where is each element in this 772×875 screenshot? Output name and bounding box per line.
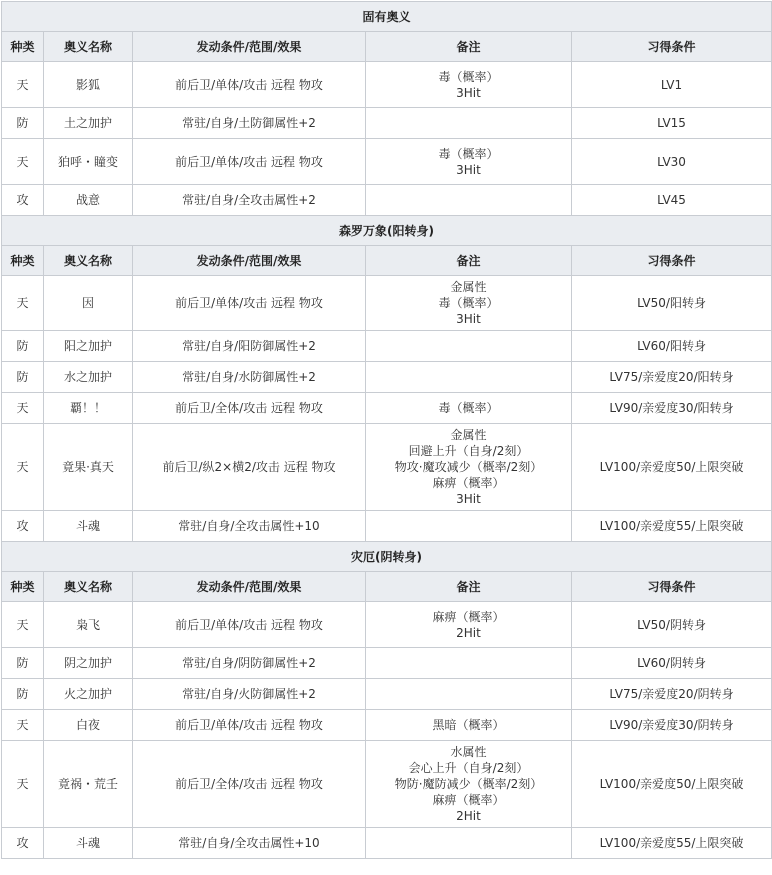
column-header: 发动条件/范围/效果 <box>133 246 366 276</box>
note-line: 毒（概率） <box>438 146 499 161</box>
column-header: 奥义名称 <box>44 246 133 276</box>
table-row <box>2 424 772 511</box>
cell-skill-name: 火之加护 <box>44 679 133 710</box>
table-row <box>2 331 772 362</box>
note-line: 水属性 <box>450 745 487 759</box>
note-line: 麻痹（概率） <box>432 476 505 490</box>
cell-effect: 常驻/自身/全攻击属性+10 <box>133 828 366 859</box>
cell-type: 天 <box>2 276 44 331</box>
cell-learn-condition: LV60/阳转身 <box>572 331 772 362</box>
note-line: 物攻·魔攻减少（概率/2刻） <box>394 460 543 474</box>
cell-notes <box>366 741 572 828</box>
cell-learn-condition: LV100/亲爱度55/上限突破 <box>572 511 772 542</box>
note-line: 3Hit <box>456 85 481 100</box>
table-row <box>2 828 772 859</box>
cell-learn-condition: LV50/阴转身 <box>572 602 772 648</box>
table-row <box>2 62 772 108</box>
cell-learn-condition: LV90/亲爱度30/阳转身 <box>572 393 772 424</box>
note-line: 3Hit <box>456 162 481 177</box>
cell-notes <box>366 362 572 393</box>
cell-learn-condition: LV45 <box>572 185 772 216</box>
cell-notes <box>366 828 572 859</box>
cell-effect: 常驻/自身/水防御属性+2 <box>133 362 366 393</box>
table-row <box>2 139 772 185</box>
note-line: 3Hit <box>456 312 481 326</box>
cell-type: 天 <box>2 710 44 741</box>
cell-effect: 前后卫/单体/攻击 远程 物攻 <box>133 62 366 108</box>
cell-effect: 常驻/自身/全攻击属性+10 <box>133 511 366 542</box>
cell-learn-condition: LV60/阴转身 <box>572 648 772 679</box>
note-line: 2Hit <box>456 809 481 823</box>
cell-skill-name: 竟祸・荒壬 <box>44 741 133 828</box>
cell-type: 防 <box>2 648 44 679</box>
table-row <box>2 185 772 216</box>
note-line: 物防·魔防减少（概率/2刻） <box>394 777 543 791</box>
cell-type: 防 <box>2 679 44 710</box>
cell-skill-name: 阳之加护 <box>44 331 133 362</box>
cell-learn-condition: LV15 <box>572 108 772 139</box>
cell-skill-name: 竟果·真天 <box>44 424 133 511</box>
cell-skill-name: 战意 <box>44 185 133 216</box>
cell-type: 天 <box>2 424 44 511</box>
cell-skill-name: 白夜 <box>44 710 133 741</box>
table-row <box>2 108 772 139</box>
column-header: 奥义名称 <box>44 572 133 602</box>
section-title: 森罗万象(阳转身) <box>2 216 772 246</box>
cell-type: 天 <box>2 741 44 828</box>
cell-skill-name: 覇！！ <box>44 393 133 424</box>
column-header: 备注 <box>366 32 572 62</box>
column-header: 种类 <box>2 246 44 276</box>
cell-notes <box>366 679 572 710</box>
cell-effect: 前后卫/单体/攻击 远程 物攻 <box>133 602 366 648</box>
cell-skill-name: 斗魂 <box>44 828 133 859</box>
cell-type: 攻 <box>2 511 44 542</box>
cell-notes <box>366 331 572 362</box>
cell-type: 攻 <box>2 828 44 859</box>
column-header: 备注 <box>366 572 572 602</box>
cell-effect: 前后卫/单体/攻击 远程 物攻 <box>133 276 366 331</box>
cell-type: 天 <box>2 139 44 185</box>
section-title-row <box>2 216 772 246</box>
cell-skill-name: 影狐 <box>44 62 133 108</box>
section-title-row <box>2 2 772 32</box>
cell-notes <box>366 185 572 216</box>
column-header: 发动条件/范围/效果 <box>133 32 366 62</box>
cell-notes <box>366 276 572 331</box>
table-row <box>2 393 772 424</box>
skill-table-body <box>2 2 772 859</box>
note-line: 麻痹（概率） <box>432 609 505 624</box>
cell-type: 天 <box>2 393 44 424</box>
cell-learn-condition: LV100/亲爱度50/上限突破 <box>572 424 772 511</box>
cell-effect: 常驻/自身/全攻击属性+2 <box>133 185 366 216</box>
cell-type: 攻 <box>2 185 44 216</box>
cell-learn-condition: LV100/亲爱度55/上限突破 <box>572 828 772 859</box>
cell-skill-name: 水之加护 <box>44 362 133 393</box>
column-header: 习得条件 <box>572 246 772 276</box>
column-header-row <box>2 246 772 276</box>
cell-learn-condition: LV30 <box>572 139 772 185</box>
table-row <box>2 741 772 828</box>
cell-effect: 常驻/自身/阳防御属性+2 <box>133 331 366 362</box>
note-line: 2Hit <box>456 625 481 640</box>
column-header: 种类 <box>2 32 44 62</box>
cell-notes <box>366 62 572 108</box>
cell-notes <box>366 393 572 424</box>
cell-effect: 常驻/自身/土防御属性+2 <box>133 108 366 139</box>
cell-skill-name: 斗魂 <box>44 511 133 542</box>
column-header: 奥义名称 <box>44 32 133 62</box>
cell-learn-condition: LV1 <box>572 62 772 108</box>
note-line: 麻痹（概率） <box>432 793 505 807</box>
cell-type: 天 <box>2 62 44 108</box>
cell-learn-condition: LV50/阳转身 <box>572 276 772 331</box>
column-header: 发动条件/范围/效果 <box>133 572 366 602</box>
table-row <box>2 679 772 710</box>
cell-notes <box>366 511 572 542</box>
cell-learn-condition: LV75/亲爱度20/阳转身 <box>572 362 772 393</box>
cell-notes <box>366 710 572 741</box>
column-header: 备注 <box>366 246 572 276</box>
cell-skill-name: 枭飞 <box>44 602 133 648</box>
cell-effect: 前后卫/单体/攻击 远程 物攻 <box>133 710 366 741</box>
cell-type: 天 <box>2 602 44 648</box>
cell-type: 防 <box>2 108 44 139</box>
cell-notes <box>366 139 572 185</box>
cell-effect: 常驻/自身/火防御属性+2 <box>133 679 366 710</box>
column-header-row <box>2 572 772 602</box>
section-title-row <box>2 542 772 572</box>
section-title: 灾厄(阴转身) <box>2 542 772 572</box>
note-line: 3Hit <box>456 492 481 506</box>
table-row <box>2 648 772 679</box>
table-row <box>2 362 772 393</box>
cell-notes <box>366 648 572 679</box>
column-header: 习得条件 <box>572 32 772 62</box>
note-line: 会心上升（自身/2刻） <box>408 761 529 775</box>
table-row <box>2 602 772 648</box>
cell-skill-name: 阴之加护 <box>44 648 133 679</box>
note-line: 黑暗（概率） <box>432 718 505 732</box>
cell-notes <box>366 108 572 139</box>
cell-effect: 前后卫/纵2×横2/攻击 远程 物攻 <box>133 424 366 511</box>
note-line: 毒（概率） <box>438 401 499 415</box>
cell-effect: 常驻/自身/阴防御属性+2 <box>133 648 366 679</box>
cell-learn-condition: LV100/亲爱度50/上限突破 <box>572 741 772 828</box>
cell-type: 防 <box>2 362 44 393</box>
table-row <box>2 276 772 331</box>
cell-learn-condition: LV90/亲爱度30/阴转身 <box>572 710 772 741</box>
note-line: 回避上升（自身/2刻） <box>408 444 529 458</box>
column-header-row <box>2 32 772 62</box>
skill-table <box>1 1 772 859</box>
note-line: 金属性 <box>450 280 487 294</box>
note-line: 毒（概率） <box>438 296 499 310</box>
column-header: 种类 <box>2 572 44 602</box>
cell-type: 防 <box>2 331 44 362</box>
cell-notes <box>366 424 572 511</box>
cell-skill-name: 土之加护 <box>44 108 133 139</box>
cell-skill-name: 因 <box>44 276 133 331</box>
cell-skill-name: 狛呼・瞳变 <box>44 139 133 185</box>
column-header: 习得条件 <box>572 572 772 602</box>
cell-effect: 前后卫/全体/攻击 远程 物攻 <box>133 393 366 424</box>
cell-notes <box>366 602 572 648</box>
cell-effect: 前后卫/单体/攻击 远程 物攻 <box>133 139 366 185</box>
cell-learn-condition: LV75/亲爱度20/阴转身 <box>572 679 772 710</box>
note-line: 毒（概率） <box>438 69 499 84</box>
note-line: 金属性 <box>450 428 487 442</box>
section-title: 固有奥义 <box>2 2 772 32</box>
table-row <box>2 710 772 741</box>
cell-effect: 前后卫/全体/攻击 远程 物攻 <box>133 741 366 828</box>
table-row <box>2 511 772 542</box>
